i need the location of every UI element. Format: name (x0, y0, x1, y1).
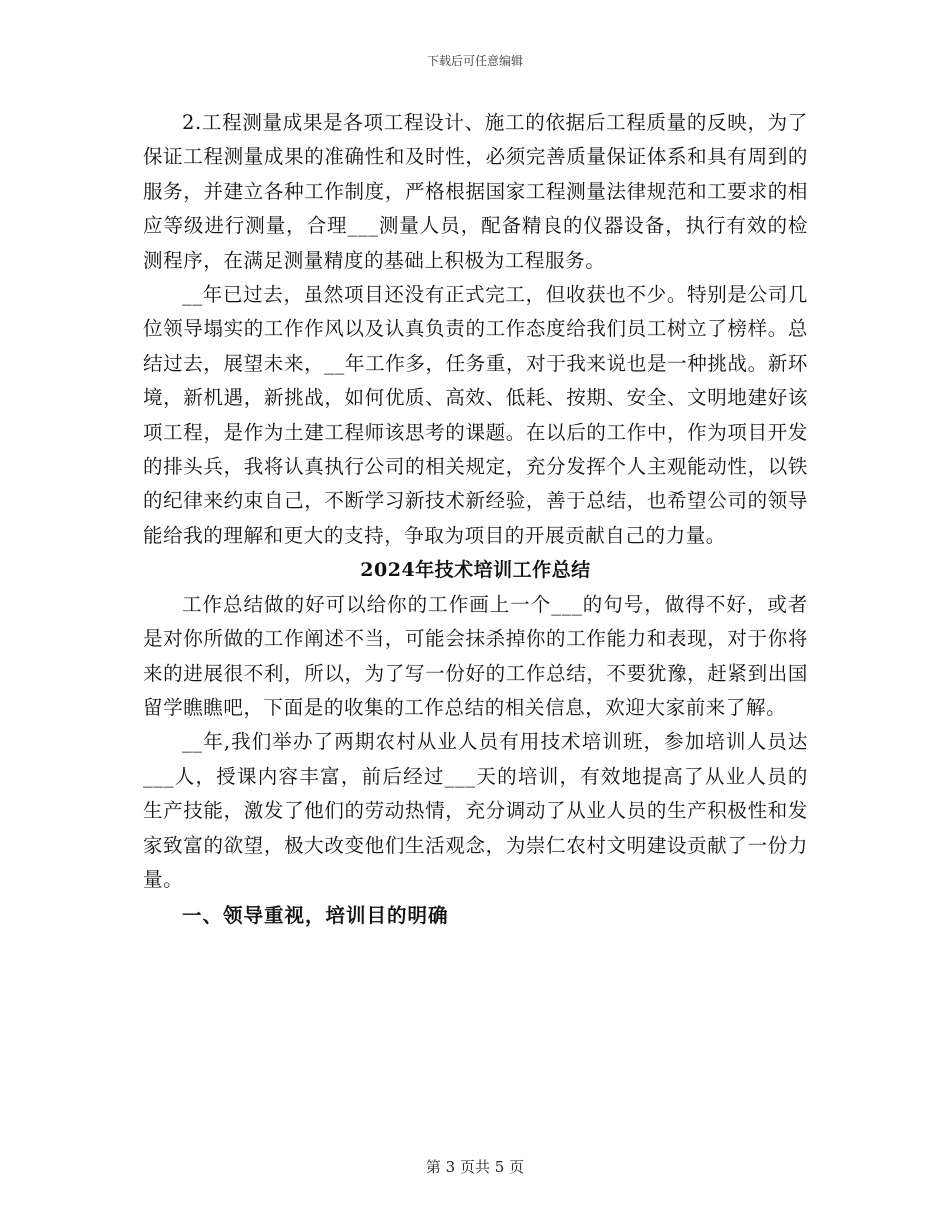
page-number: 第 3 页共 5 页 (425, 1158, 525, 1176)
paragraph-summary-intro: 工作总结做的好可以给你的工作画上一个___的句号，做得不好，或者是对你所做的工作阐述不当，可能会抹杀掉你的工作能力和表现，对于你将来的进展很不利，所以，为了写一份好的工作总结，不要犹豫，赶紧到出国留学瞧瞧吧，下面是的收集的工作总结的相关信息，欢迎大家前来了解。 (143, 592, 808, 719)
subheading-leadership: 一、领导重视，培训目的明确 (182, 904, 449, 928)
document-body (143, 106, 808, 934)
paragraph-year-review: __年已过去，虽然项目还没有正式完工，但收获也不少。特别是公司几位领导塌实的工作作风以及认真负责的工作态度给我们员工树立了榜样。总结过去，展望未来，__年工作多，任务重，对于我来说也是一种挑战。新环境，新机遇，新挑战，如何优质、高效、低耗、按期、安全、文明地建好该项工程，是作为土建工程师该思考的课题。在以后的工作中，作为项目开发的排头兵，我将认真执行公司的相关规定，充分发挥个人主观能动性，以铁的纪律来约束自己，不断学习新技术新经验，善于总结，也希望公司的领导能给我的理解和更大的支持，争取为项目的开展贡献自己的力量。 (143, 283, 808, 547)
page-header: 下载后可任意编辑 (426, 54, 523, 68)
paragraph-training-overview: __年,我们举办了两期农村从业人员有用技术培训班，参加培训人员达___人，授课内容丰富，前后经过___天的培训，有效地提高了从业人员的生产技能，激发了他们的劳动热情，充分调动了从业人员的生产积极性和发家致富的欲望，极大改变他们生活观念，为崇仁农村文明建设贡献了一份力量。 (143, 730, 808, 891)
paragraph-survey-quality: 2.工程测量成果是各项工程设计、施工的依据后工程质量的反映，为了保证工程测量成果的准确性和及时性，必须完善质量保证体系和具有周到的服务，并建立各种工作制度，严格根据国家工程测量法律规范和工要求的相应等级进行测量，合理___测量人员，配备精良的仪器设备，执行有效的检测程序，在满足测量精度的基础上积极为工程服务。 (143, 111, 808, 272)
section-title: 2024年技术培训工作总结 (360, 559, 591, 582)
